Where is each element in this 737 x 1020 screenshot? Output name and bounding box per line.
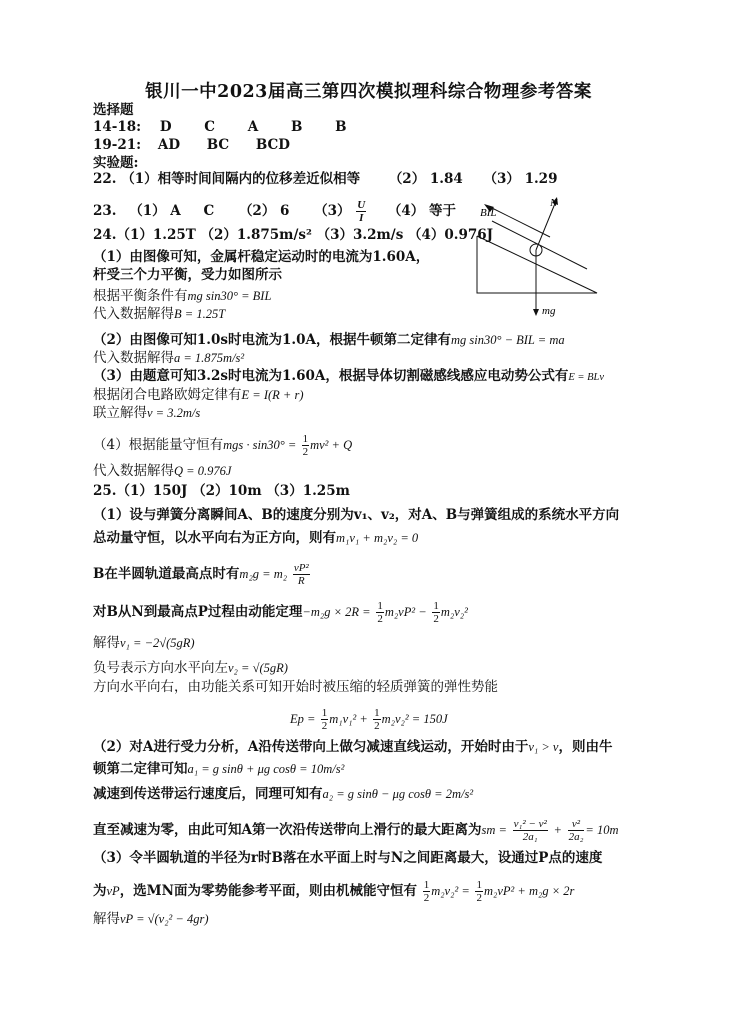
q25-eq-a2: a₂ = g sinθ − μg cosθ = 2m/s² [322,787,474,801]
q24-summary: 24.（1）1.25T （2）1.875m/s² （3）3.2m/s （4）0.976J [93,227,494,243]
q25-eq4-half-1: $\frac{1}{2}$ [377,600,383,625]
q24-l1: （1）由图像可知，金属杆稳定运动时的电流为1.60A， [93,249,430,265]
q25-l7: 方向水平向右，由功能关系可知开始时被压缩的轻质弹簧的弹性势能 [93,679,498,695]
q24-l11: 代入数据解得Q = 0.976J [93,463,232,479]
q22-part2: （2） 1.84 [388,171,463,187]
q25-l9: （2）对A进行受力分析，A沿传送带向上做匀减速直线运动，开始时由于v₁ > v，则由牛 [93,739,613,755]
answer-20: BC [206,137,230,153]
q24-l9: 联立解得v = 3.2m/s [93,405,201,421]
q25-eq-v2: v₂ = √(5gR) [228,661,288,675]
q24-l2: 杆受三个力平衡，受力如图所示 [93,267,282,283]
q24-eq-ohm: E = I(R + r) [241,388,304,402]
q25-l6: 负号表示方向水平向左v₂ = √(5gR) [93,660,288,676]
choice-row-2-label: 19-21: [93,137,142,153]
q25-eq-kinetic: m₂v₂² [440,605,468,619]
n-label: N [550,197,558,209]
q24-l5: （2）由图像可知1.0s时电流为1.0A，根据牛顿第二定律有mg sin30° − BIL = ma [93,332,565,348]
q25-l10: 顿第二定律可知a₁ = g sinθ + μg cosθ = 10m/s² [93,761,345,777]
q24-eq-balance: mg sin30° = BIL [187,289,272,303]
q25-eq-a1: a₁ = g sinθ + μg cosθ = 10m/s² [187,762,345,776]
q23-line [93,199,456,224]
q25-l4: 对B从N到最高点P过程由动能定理−m₂g × 2R = $\frac{1}{2}$ m₂vP² − $\frac{1}{2}$ m₂v₂² [93,600,468,625]
q22-part1: （1）相等时间间隔内的位移差近似相等 [121,171,361,187]
q22-line [93,170,557,188]
q25-eq-v1: v₁ = −2√(5gR) [120,636,195,650]
mg-label: mg [542,305,556,317]
q24-eq-b: B = 1.25T [174,307,226,321]
q24-l8: 根据闭合电路欧姆定律有E = I(R + r) [93,387,304,403]
answer-17: B [290,119,303,135]
q24-l4: 代入数据解得B = 1.25T [93,306,226,322]
answer-16: A [247,119,259,135]
q25-eq-vp: vP = √(v₂² − 4gr) [120,912,209,926]
q25-eq-momentum: m₁v₁ + m₂v₂ = 0 [336,531,419,545]
page-title: 银川一中2023届高三第四次模拟理科综合物理参考答案 [145,82,592,102]
choice-row-1-label: 14-18: [93,119,142,135]
q25-l5: 解得v₁ = −2√(5gR) [93,635,195,651]
q25-eq3-frac: $\frac{\text{vP²}}{R}$ [293,562,309,587]
q25-eq-ep: m₂v₂² = 150J [381,712,448,726]
q25-eq4-half-2: $\frac{1}{2}$ [433,600,439,625]
q24-eq-emf: E = BLv [568,372,605,383]
q25-eq14-half-2: $\frac{1}{2}$ [476,879,482,904]
q25-l13: （3）令半圆轨道的半径为r时B落在水平面上时与N之间距离最大，设通过P点的速度 [93,850,603,866]
q25-eq14-half-1: $\frac{1}{2}$ [423,879,430,904]
q25-l11: 减速到传送带运行速度后，同理可知有a₂ = g sinθ − μg cosθ = 2m/s² [93,786,474,802]
q25-l12: 直至减速为零，由此可知A第一次沿传送带向上滑行的最大距离为sm = $\frac{\text{v₁² − v²}}{\text{2a₁}}$ + $\frac{\text{v²}}{\text{2a₂}}$ = 10m [93,818,619,843]
q24-l7: （3）由题意可知3.2s时电流为1.60A，根据导体切割磁感线感应电动势公式有E = BLv [93,368,605,384]
q25-eq8: Ep = $\frac{1}{2}$ m₁v₁² + $\frac{1}{2}$ m₂v₂² = 150J [290,707,448,732]
section-experiment: 实验题: [93,155,139,171]
answer-18: B [335,119,347,135]
q25-eq-sm: = 10m [585,823,619,837]
mg-arrowhead [533,309,539,316]
q24-half: $\frac{1}{2}$ [302,433,309,458]
q24-eq-newton: mg sin30° − BIL = ma [450,333,565,347]
answer-14: D [159,119,172,135]
q25-eq8-half-1: $\frac{1}{2}$ [321,707,328,732]
q23-part1: （1） A [129,203,181,219]
q25-eq8-half-2: $\frac{1}{2}$ [374,707,380,732]
bil-force-arrow [490,207,550,237]
bil-label: BIL [480,207,497,219]
q24-eq-a: a = 1.875m/s² [174,351,245,365]
q25-summary: 25.（1）150J （2）10m （3）1.25m [93,483,350,499]
q25-l14: 为vP，选MN面为零势能参考平面，则由机械能守恒有 $\frac{1}{2}$ m₂v₂² = $\frac{1}{2}$ m₂vP² + m₂g × 2r [93,879,575,904]
q23-num: 23. [93,203,117,219]
q24-eq-q: Q = 0.976J [174,464,232,478]
q23-part4: （4） 等于 [387,203,456,219]
answer-19: AD [157,137,181,153]
q23-part2: （2） 6 [238,203,290,219]
q22-part3: （3） 1.29 [483,171,558,187]
q25-eq12-frac-2: $\frac{\text{v²}}{\text{2a₂}}$ [568,818,584,843]
q24-l3: 根据平衡条件有mg sin30° = BIL [93,288,272,304]
q25-eq-mech: m₂vP² + m₂g × 2r [483,884,575,898]
q25-l1: （1）设与弹簧分离瞬间A、B的速度分别为v₁、v₂，对A、B与弹簧组成的系统水平方向 [93,507,620,523]
q22-num: 22. [93,171,117,187]
q24-l6: 代入数据解得a = 1.875m/s² [93,350,245,366]
q25-l15: 解得vP = √(v₂² − 4gr) [93,911,209,927]
choice-row-2 [93,136,290,154]
answer-15: C [204,119,216,135]
q23-fraction: $\frac{U}{I}$ [357,199,366,224]
section-choice: 选择题 [93,102,134,118]
answer-21: BCD [255,137,290,153]
q24-l10: （4）根据能量守恒有mgs · sin30° = $\frac{1}{2}$ mv² + Q [93,433,353,458]
choice-row-1 [93,118,346,136]
q24-eq-energy: mv² + Q [310,438,353,452]
q25-l2: 总动量守恒，以水平向右为正方向，则有m₁v₁ + m₂v₂ = 0 [93,530,419,546]
q23-part1b: C [203,203,215,219]
q23-part3: （3） [314,203,351,219]
q25-eq12-frac-1: $\frac{\text{v₁² − v²}}{\text{2a₁}}$ [513,818,547,843]
force-diagram [470,188,605,318]
q24-eq-v: v = 3.2m/s [147,406,201,420]
q25-l3: B在半圆轨道最高点时有m₂g = m₂ $\frac{\text{vP²}}{R}$ [93,562,309,587]
